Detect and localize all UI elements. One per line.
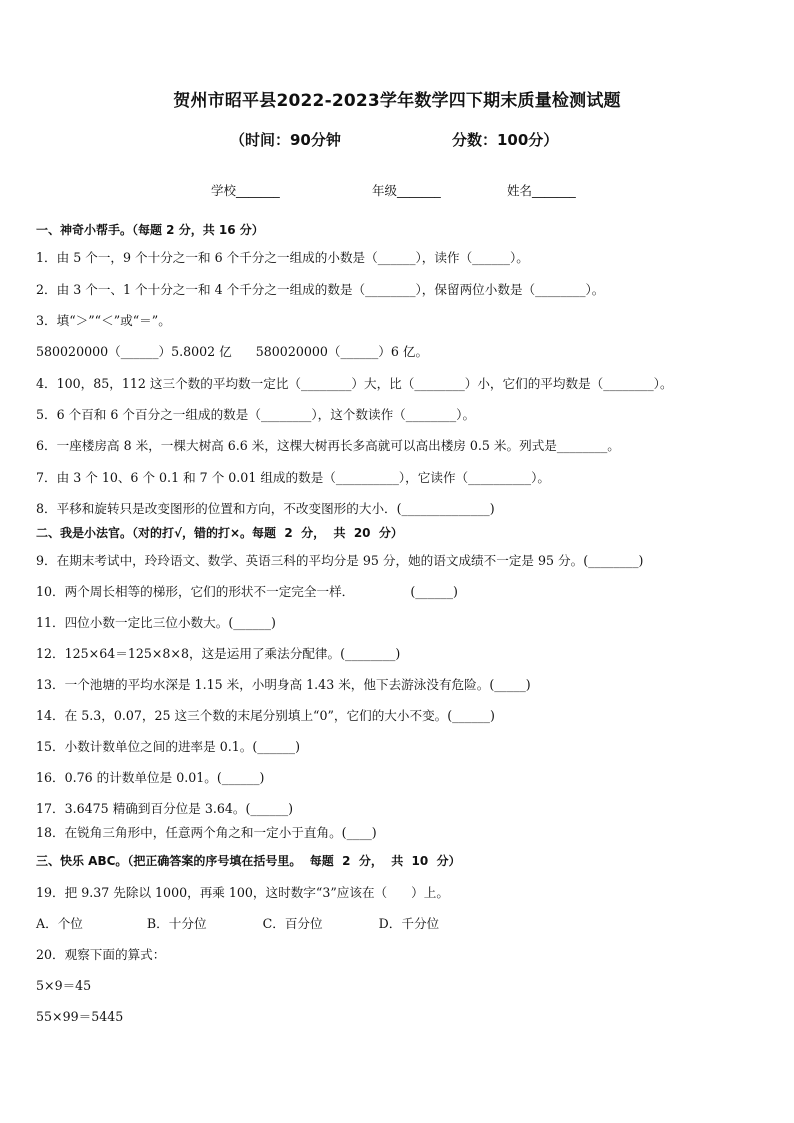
- section-heading: 三、快乐 ABC。（把正确答案的序号填在括号里。 每题 2 分， 共 10 分）: [36, 854, 461, 868]
- question-line: 3．填“＞”“＜”或“＝”。: [36, 313, 171, 328]
- question-line: 11．四位小数一定比三位小数大。(______): [36, 615, 276, 630]
- question-line: 19．把 9.37 先除以 1000，再乘 100，这时数字“3”应该在（ ）上。: [36, 885, 449, 900]
- exam-score: 分数：100分）: [452, 131, 559, 149]
- question-line: 580020000（______）5.8002 亿 580020000（______）6 亿。: [36, 344, 429, 359]
- question-line: 17．3.6475 精确到百分位是 3.64。(______): [36, 801, 294, 816]
- question-line: 20．观察下面的算式：: [36, 947, 166, 962]
- question-line: 12．125×64＝125×8×8，这是运用了乘法分配律。(________): [36, 646, 401, 661]
- question-line: 55×99＝5445: [36, 1009, 124, 1024]
- question-line: A．个位 B．十分位 C．百分位 D．千分位: [36, 916, 440, 931]
- page-title: 贺州市昭平县2022-2023学年数学四下期末质量检测试题: [173, 91, 621, 111]
- question-line: 2．由 3 个一、1 个十分之一和 4 个千分之一组成的数是（________），保留两位小数是（________）。: [36, 282, 605, 297]
- question-line: 6．一座楼房高 8 米，一棵大树高 6.6 米，这棵大树再长多高就可以高出楼房 0.5 米。列式是________。: [36, 438, 620, 453]
- question-line: 13．一个池塘的平均水深是 1.15 米，小明身高 1.43 米，他下去游泳没有危险。(_____): [36, 677, 531, 692]
- question-line: 4．100，85，112 这三个数的平均数一定比（________）大，比（________）小，它们的平均数是（________）。: [36, 376, 673, 391]
- question-line: 8．平移和旋转只是改变图形的位置和方向，不改变图形的大小．(______________): [36, 501, 495, 516]
- question-line: 5．6 个百和 6 个百分之一组成的数是（________），这个数读作（________）。: [36, 407, 476, 422]
- question-line: 14．在 5.3，0.07，25 这三个数的末尾分别填上“0”，它们的大小不变。(______): [36, 708, 495, 723]
- question-line: 10．两个周长相等的梯形，它们的形状不一定完全一样． (______): [36, 584, 458, 599]
- name-field: 姓名_______: [507, 183, 576, 198]
- school-field: 学校_______: [211, 183, 280, 198]
- question-line: 18．在锐角三角形中，任意两个角之和一定小于直角。(____): [36, 825, 377, 840]
- question-line: 15．小数计数单位之间的进率是 0.1。(______): [36, 739, 300, 754]
- section-heading: 一、神奇小帮手。（每题 2 分，共 16 分）: [36, 223, 264, 237]
- question-line: 9．在期末考试中，玲玲语文、数学、英语三科的平均分是 95 分，她的语文成绩不一定是 95 分。(________): [36, 553, 644, 568]
- question-line: 1．由 5 个一，9 个十分之一和 6 个千分之一组成的小数是（______），读作（______）。: [36, 250, 529, 265]
- exam-time: （时间：90分钟: [230, 131, 341, 149]
- question-line: 7．由 3 个 10、6 个 0.1 和 7 个 0.01 组成的数是（__________），它读作（__________）。: [36, 470, 550, 485]
- question-line: 16．0.76 的计数单位是 0.01。(______): [36, 770, 265, 785]
- section-heading: 二、我是小法官。（对的打√，错的打×。每题 2 分， 共 20 分）: [36, 526, 403, 540]
- question-line: 5×9＝45: [36, 978, 92, 993]
- grade-field: 年级_______: [372, 183, 441, 198]
